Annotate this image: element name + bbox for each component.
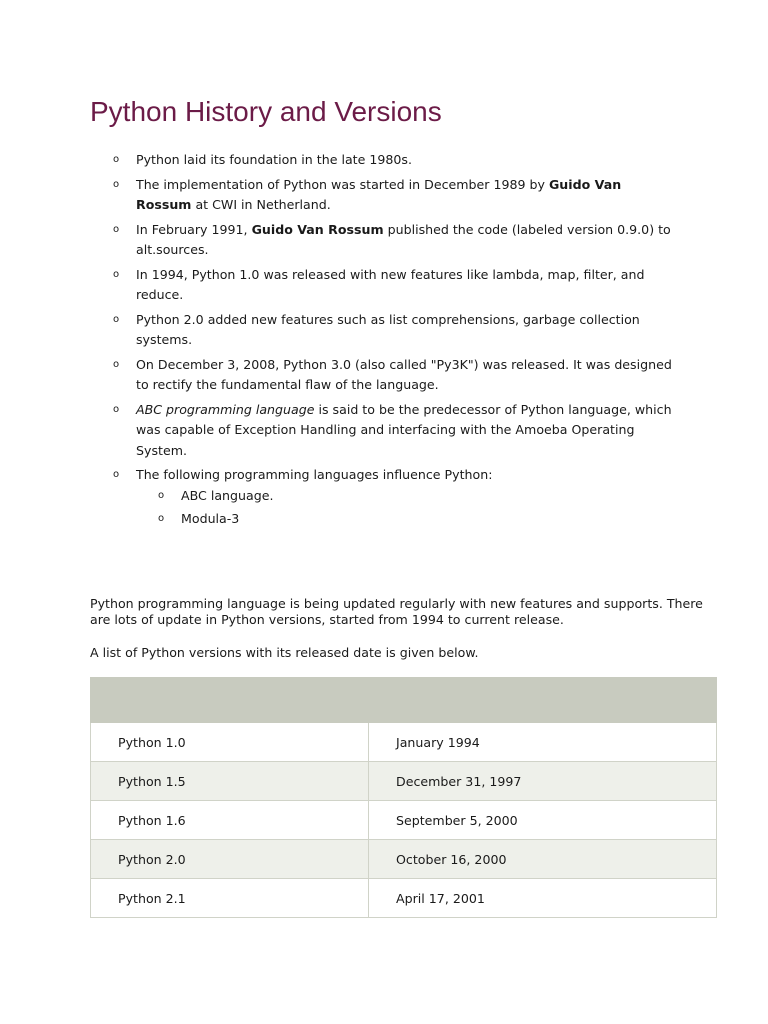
- release-date-cell: January 1994: [369, 723, 717, 762]
- release-date-cell: October 16, 2000: [369, 840, 717, 879]
- release-date-cell: December 31, 1997: [369, 762, 717, 801]
- item-text: The implementation of Python was started in December 1989 by: [136, 176, 549, 192]
- item-text: is said to be the predecessor of Python language, which was capable of Exception Handling and interfacing with the Amoeba Operating System.: [136, 401, 672, 458]
- list-item: [0, 310, 672, 351]
- bullet-circle-icon: o: [158, 489, 165, 501]
- version-cell: Python 1.5: [91, 762, 369, 801]
- table-header-cell: [91, 678, 369, 723]
- list-item: [0, 220, 672, 261]
- item-text: On December 3, 2008, Python 3.0 (also called "Py3K") was released. It was designed to rectify the fundamental flaw of the language.: [136, 356, 672, 392]
- table-caption: A list of Python versions with its released date is given below.: [90, 645, 479, 660]
- list-item: [0, 265, 672, 306]
- history-list: [0, 150, 768, 534]
- version-cell: Python 2.1: [91, 879, 369, 918]
- table-row: [91, 723, 717, 762]
- list-item: [0, 465, 672, 530]
- item-text: Python laid its foundation in the late 1980s.: [136, 152, 412, 167]
- item-text: published the code (labeled version 0.9.0) to alt.sources.: [136, 221, 671, 257]
- italic-term: ABC programming language: [136, 401, 315, 417]
- list-item: [0, 400, 672, 462]
- bold-name: Guido Van Rossum: [251, 221, 384, 237]
- bullet-circle-icon: o: [113, 268, 120, 280]
- release-date-cell: April 17, 2001: [369, 879, 717, 918]
- version-cell: Python 1.0: [91, 723, 369, 762]
- table-header-row: [91, 678, 717, 723]
- item-text: ABC language.: [181, 487, 274, 503]
- table-row: [91, 879, 717, 918]
- bullet-circle-icon: o: [113, 154, 120, 165]
- page-title: Python History and Versions: [90, 96, 442, 127]
- table-header-cell: [369, 678, 717, 723]
- table-row: [91, 840, 717, 879]
- list-item: [0, 355, 672, 396]
- release-date-cell: September 5, 2000: [369, 801, 717, 840]
- table-row: [91, 762, 717, 801]
- item-text: Python 2.0 added new features such as list comprehensions, garbage collection systems.: [136, 311, 640, 347]
- bold-name: Guido Van Rossum: [136, 176, 622, 212]
- influences-list: [136, 486, 672, 530]
- bullet-circle-icon: o: [113, 178, 120, 190]
- intro-paragraph: Python programming language is being updated regularly with new features and supports. There are lots of update in Python versions, started from 1994 to current release.: [90, 596, 703, 627]
- item-text: The following programming languages influence Python:: [136, 467, 493, 482]
- item-text: In February 1991,: [136, 221, 252, 237]
- table-row: [91, 801, 717, 840]
- sub-list-item: [136, 486, 672, 507]
- bullet-circle-icon: o: [113, 469, 120, 480]
- version-cell: Python 2.0: [91, 840, 369, 879]
- bullet-circle-icon: o: [113, 358, 120, 370]
- bullet-circle-icon: o: [113, 223, 120, 235]
- version-cell: Python 1.6: [91, 801, 369, 840]
- bullet-circle-icon: o: [113, 403, 120, 415]
- bullet-circle-icon: o: [113, 313, 120, 325]
- item-text: In 1994, Python 1.0 was released with new features like lambda, map, filter, and reduce.: [136, 266, 645, 302]
- bullet-circle-icon: o: [158, 513, 165, 524]
- list-item: [0, 175, 672, 216]
- item-text: Modula-3: [181, 511, 240, 526]
- versions-table: [90, 677, 717, 918]
- sub-list-item: [136, 509, 672, 530]
- list-item: [0, 150, 672, 171]
- item-text: at CWI in Netherland.: [191, 197, 331, 212]
